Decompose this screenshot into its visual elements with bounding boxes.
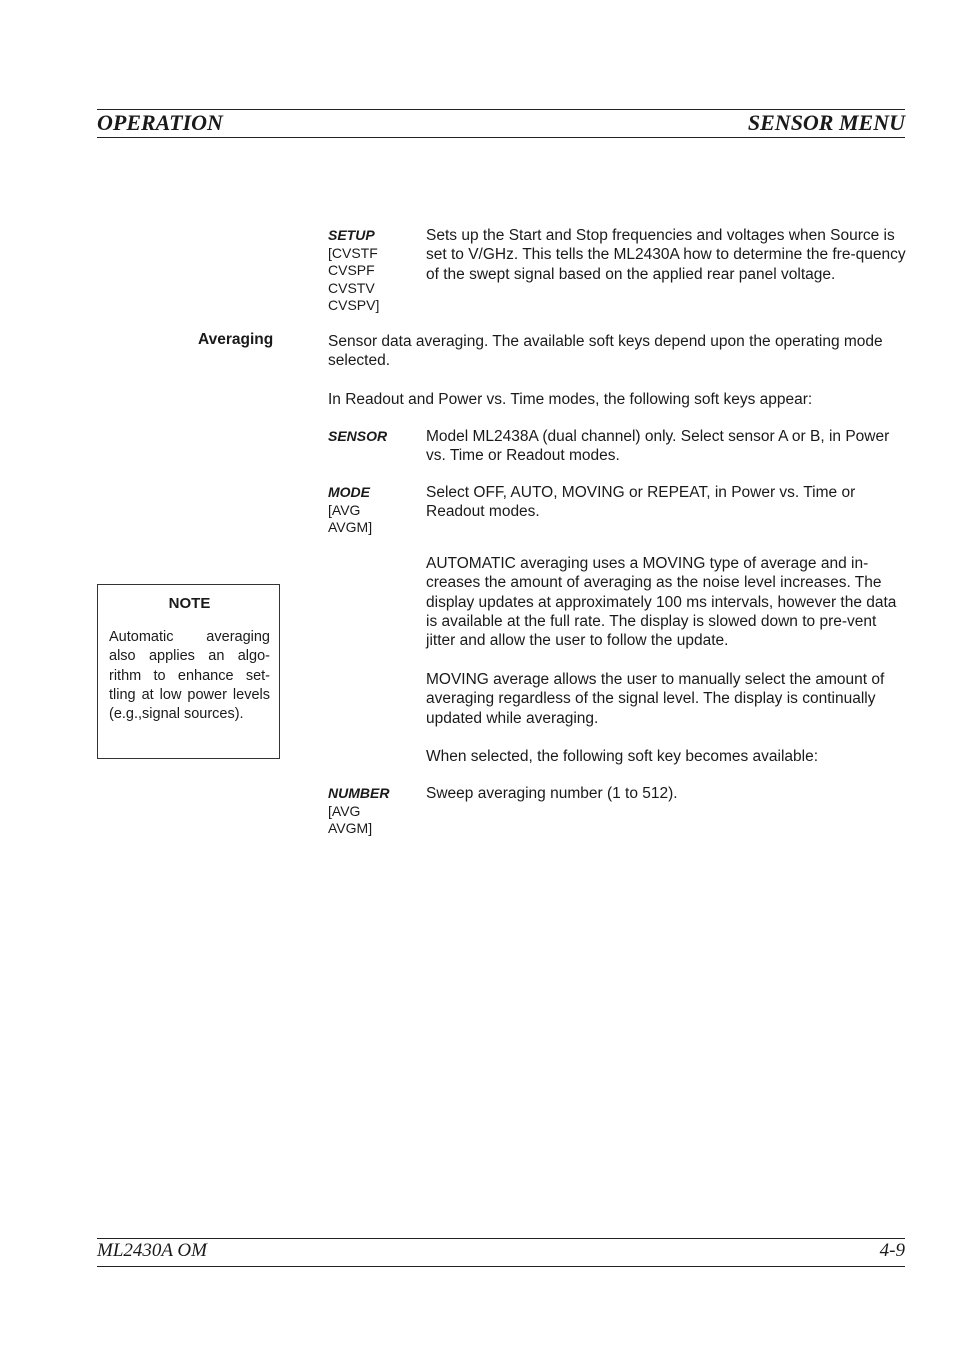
number-softkey <box>328 785 389 838</box>
footer-top-rule <box>97 1238 905 1239</box>
setup-softkey <box>328 227 379 315</box>
sensor-description: Model ML2438A (dual channel) only. Select sensor A or B, in Power vs. Time or Readout modes. <box>426 428 890 465</box>
mode-moving-paragraph: MOVING average allows the user to manually select the amount of averaging regardless of the signal level. The display is continually updated while averaging. <box>426 671 885 727</box>
mode-automatic-paragraph: AUTOMATIC averaging uses a MOVING type of average and in-creases the amount of averaging as the noise level increases. The display updates at approximately 100 ms intervals, however the data is available at the full rate. The display is slowed down to pre-vent jitter and allow the user to follow the update. <box>426 555 897 650</box>
number-key-name: NUMBER <box>328 785 390 801</box>
averaging-intro: Sensor data averaging. The available soft keys depend upon the operating mode selected. <box>328 333 883 370</box>
setup-key-codes: [CVSTF CVSPF CVSTV CVSPV] <box>328 244 380 313</box>
averaging-label: Averaging <box>198 331 274 348</box>
averaging-modes-line: In Readout and Power vs. Time modes, the following soft keys appear: <box>328 391 813 408</box>
note-title: NOTE <box>168 595 211 612</box>
footer-page-number: 4-9 <box>879 1240 905 1261</box>
header-bottom-rule <box>97 137 905 138</box>
sensor-softkey <box>328 428 387 446</box>
header-menu-title: SENSOR MENU <box>747 110 905 135</box>
number-key-codes: [AVG AVGM] <box>328 802 373 836</box>
header-section-title: OPERATION <box>97 110 223 135</box>
mode-key-codes: [AVG AVGM] <box>328 501 373 535</box>
mode-key-name: MODE <box>328 484 370 500</box>
setup-description: Sets up the Start and Stop frequencies and voltages when Source is set to V/GHz. This tells the ML2430A how to determine the fre-quency of the swept signal based on the applied rear panel voltage. <box>426 227 906 283</box>
mode-selected-paragraph: When selected, the following soft key becomes available: <box>426 748 819 765</box>
note-box <box>97 584 280 759</box>
mode-softkey <box>328 484 372 537</box>
footer-bottom-rule <box>97 1266 905 1267</box>
note-text: Automatic averaging also applies an algo-rithm to enhance set-tling at low power levels (e.g.,signal sources). <box>109 629 270 723</box>
mode-description: Select OFF, AUTO, MOVING or REPEAT, in Power vs. Time or Readout modes. <box>426 484 856 521</box>
setup-key-name: SETUP <box>328 227 375 243</box>
footer-manual-name: ML2430A OM <box>97 1240 207 1261</box>
number-description: Sweep averaging number (1 to 512). <box>426 785 678 802</box>
sensor-key-name: SENSOR <box>328 428 388 444</box>
